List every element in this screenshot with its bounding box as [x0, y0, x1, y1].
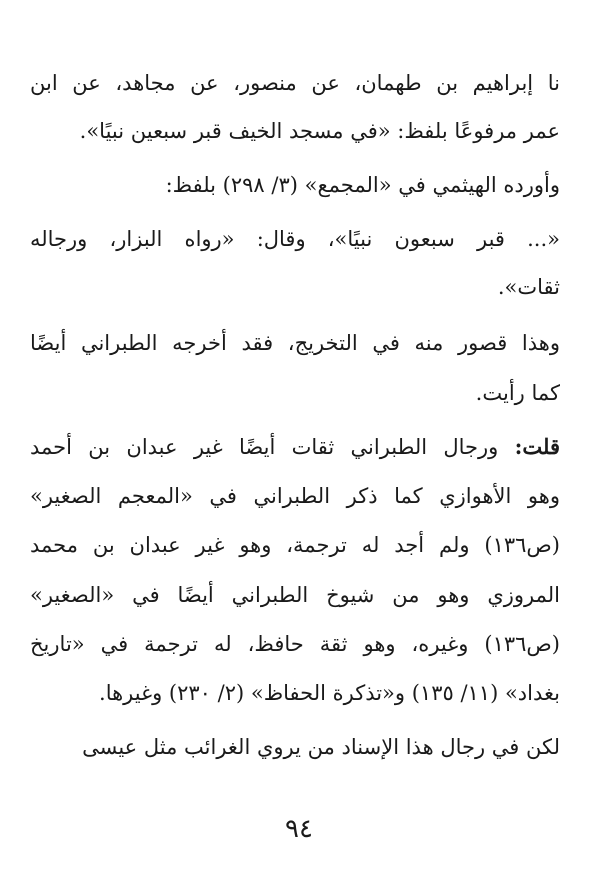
text-line-4: «... قبر سبعون نبيًا»، وقال: «رواه البزار، ورجاله [30, 227, 560, 251]
text-line-13: بغداد» (١١/ ١٣٥) و«تذكرة الحفاظ» (٢/ ٢٣٠) وغيرها. [99, 681, 560, 705]
text-line-1: نا إبراهيم بن طهمان، عن منصور، عن مجاهد، عن ابن [30, 71, 560, 95]
page-number: ٩٤ [285, 814, 313, 844]
text-line-2: عمر مرفوعًا بلفظ: «في مسجد الخيف قبر سبعين نبيًا». [79, 119, 560, 143]
text-line-7: كما رأيت. [475, 381, 560, 405]
text-line-8-body: ورجال الطبراني ثقات أيضًا غير عبدان بن أحمد [30, 435, 499, 459]
text-line-6: وهذا قصور منه في التخريج، فقد أخرجه الطبراني أيضًا [30, 331, 560, 355]
text-line-3: وأورده الهيثمي في «المجمع» (٣/ ٢٩٨) بلفظ: [165, 173, 560, 197]
text-line-5: ثقات». [497, 275, 560, 299]
text-line-9: وهو الأهوازي كما ذكر الطبراني في «المعجم الصغير» [30, 484, 560, 508]
text-line-11: المروزي وهو من شيوخ الطبراني أيضًا في «الصغير» [30, 583, 560, 607]
text-line-12: (ص١٣٦) وغيره، وهو ثقة حافظ، له ترجمة في «تاريخ [30, 632, 560, 656]
text-line-8 [30, 432, 560, 462]
text-line-14: لكن في رجال هذا الإسناد من يروي الغرائب مثل عيسى [82, 735, 560, 759]
qultu-label: قلت: [514, 434, 560, 459]
text-line-10: (ص١٣٦) ولم أجد له ترجمة، وهو غير عبدان بن محمد [30, 533, 560, 557]
